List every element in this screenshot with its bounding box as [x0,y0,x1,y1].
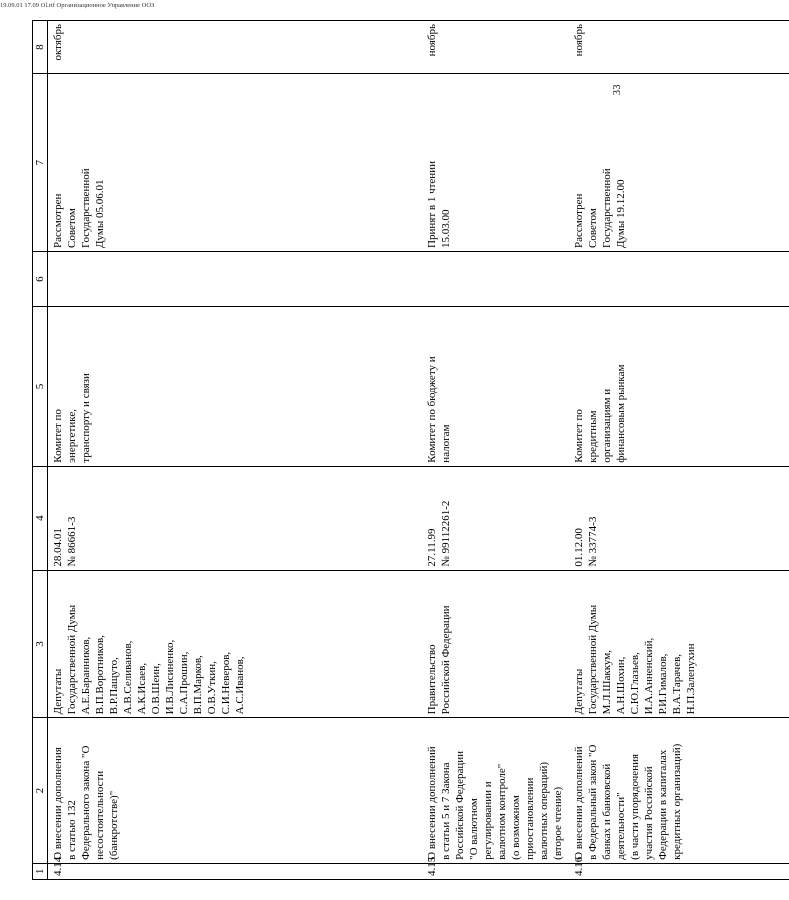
registration-date-number-line: 28.04.01 [52,528,64,567]
bill-authors-line: А.Е.Баранников, [80,636,92,715]
bill-title-line: Федерального закона "О [80,745,92,860]
bill-authors [569,570,789,718]
planned-month-line: ноябрь [425,24,438,57]
planned-month [422,21,569,74]
bill-status [422,74,569,252]
bill-title-line: деятельности" [614,792,627,860]
responsible-committee [48,307,422,466]
bill-title-line: (в части упорядочения [628,753,641,860]
bill-authors-line: А.К.Исаев, [136,662,148,715]
bill-status-line: Рассмотрен [52,193,64,248]
responsible-committee-line: транспорту и связи [80,373,92,463]
responsible-committee-line: организациям и [600,388,613,463]
legislation-table [32,20,789,880]
bill-title-line: О внесении дополнений [572,746,585,860]
responsible-committee-line: налогам [439,424,452,463]
bill-authors-line: М.Л.Шаккум, [600,650,613,715]
bill-authors-line: В.Р.Пащуто, [108,657,120,715]
bill-title-line: (о возможном [509,795,522,860]
registration-date-number [48,466,422,570]
table-row [422,21,569,880]
responsible-committee [569,307,789,466]
responsible-committee-line: финансовым рынкам [614,364,627,463]
planned-month [569,21,789,74]
bill-authors-line: А.Н.Шохин, [614,656,627,715]
bill-authors [48,570,422,718]
bill-title-line: валютном контроле" [495,763,508,860]
bill-title-line: валютных операций) [537,761,550,860]
bill-title-line: в статьи 5 и 7 Закона [439,762,452,860]
bill-authors-line: В.А.Тарачев, [670,653,683,715]
column-header-8: 8 [33,21,48,74]
bill-authors-line: А.С.Иванов, [234,656,246,715]
column-number-row [33,21,48,880]
bill-status [569,74,789,252]
bill-status-line: Думы 19.12.00 [614,179,627,248]
column-header-7: 7 [33,74,48,252]
bill-status-line: Думы 05.06.01 [94,179,106,248]
column-header-6: 6 [33,251,48,306]
page-number: 33 [612,84,623,95]
bill-title-line: Федерации в капиталах [656,749,669,860]
file-footer: 19.09.01 17.09 Ol.rtf Организационное Управление ООЗ [0,2,155,9]
responsible-committee-line: энергетике, [66,409,78,463]
bill-authors-line: И.В.Лисиненко, [164,639,176,715]
bill-authors-line: Правительство [425,644,438,715]
responsible-committee-line: Комитет по бюджету и [425,356,438,463]
bill-authors-line: О.В.Шеин, [150,663,162,715]
bill-title-line: несостоятельности [94,770,106,860]
table-body [48,21,789,880]
registration-date-number-line: № 99112261-2 [439,500,452,567]
bill-title-line: "О валютном [467,798,480,860]
responsible-committee [422,307,569,466]
bill-title-line: О внесении дополнений [425,746,438,860]
bill-title-line: приостановлении [523,777,536,860]
registration-date-number-line: 01.12.00 [572,528,585,567]
bill-status-line: Рассмотрен [572,193,585,248]
bill-title-line: (второе чтение) [551,786,564,860]
column-6-cell [422,251,569,306]
column-header-3: 3 [33,570,48,718]
responsible-committee-line: Комитет по [52,409,64,463]
row-number: 4.15 [422,863,569,879]
column-header-5: 5 [33,307,48,466]
planned-month-line: октябрь [52,24,64,61]
registration-date-number [422,466,569,570]
bill-title-line: регулировании и [481,781,494,860]
bill-authors-line: А.В.Селиванов, [122,640,134,715]
column-6-cell [569,251,789,306]
planned-month [48,21,422,74]
planned-month-line: ноябрь [572,24,585,57]
bill-authors-line: С.Ю.Глазьев, [628,652,641,715]
bill-authors [422,570,569,718]
bill-authors-line: Депутаты [52,668,64,715]
row-number: 4.14 [48,863,422,879]
bill-title-line: Российской Федерации [453,750,466,860]
bill-authors-line: С.А.Прошин, [178,651,190,715]
bill-authors-line: Государственной Думы [586,604,599,715]
bill-title-line: О внесении дополнения [52,747,64,860]
bill-title-line: в статью 132 [66,800,78,860]
bill-title-line: участия Российской [642,766,655,860]
bill-authors-line: В.П.Марков, [192,655,204,715]
bill-title-line: в Федеральный закон "О [586,744,599,860]
bill-title [48,718,422,863]
registration-date-number-line: № 86661-3 [66,516,78,567]
bill-authors-line: И.А.Анненский, [642,637,655,715]
table-row [569,21,789,880]
registration-date-number-line: № 33774-3 [586,516,599,567]
column-header-4: 4 [33,466,48,570]
responsible-committee-line: Комитет по [572,409,585,463]
column-header-2: 2 [33,718,48,863]
bill-status-line: Советом [586,208,599,248]
bill-title-line: (банкротстве)" [108,790,120,860]
bill-title-line: кредитных организаций) [670,743,683,860]
responsible-committee-line: кредитным [586,410,599,463]
bill-authors-line: Н.П.Залепухин [684,643,697,715]
bill-status-line: Государственной [80,168,92,248]
bill-status-line: Государственной [600,168,613,248]
bill-status-line: Советом [66,208,78,248]
bill-authors-line: Российской Федерации [439,605,452,715]
bill-authors-line: С.И.Неверов, [220,651,232,715]
bill-authors-line: О.В.Уткин, [206,661,218,715]
bill-authors-line: Государственной Думы [66,604,78,715]
bill-status-line: 15.03.00 [439,209,452,248]
row-number: 4.16 [569,863,789,879]
bill-title [422,718,569,863]
column-6-cell [48,251,422,306]
registration-date-number-line: 27.11.99 [425,528,438,567]
bill-title-line: банках и банковской [600,763,613,860]
table-row [48,21,422,880]
bill-status-line: Принят в 1 чтении [425,161,438,248]
column-header-1: 1 [33,863,48,879]
bill-authors-line: Р.И.Гималов, [656,653,669,715]
registration-date-number [569,466,789,570]
bill-status [48,74,422,252]
bill-authors-line: Депутаты [572,668,585,715]
bill-title [569,718,789,863]
bill-authors-line: В.П.Воротников, [94,635,106,715]
